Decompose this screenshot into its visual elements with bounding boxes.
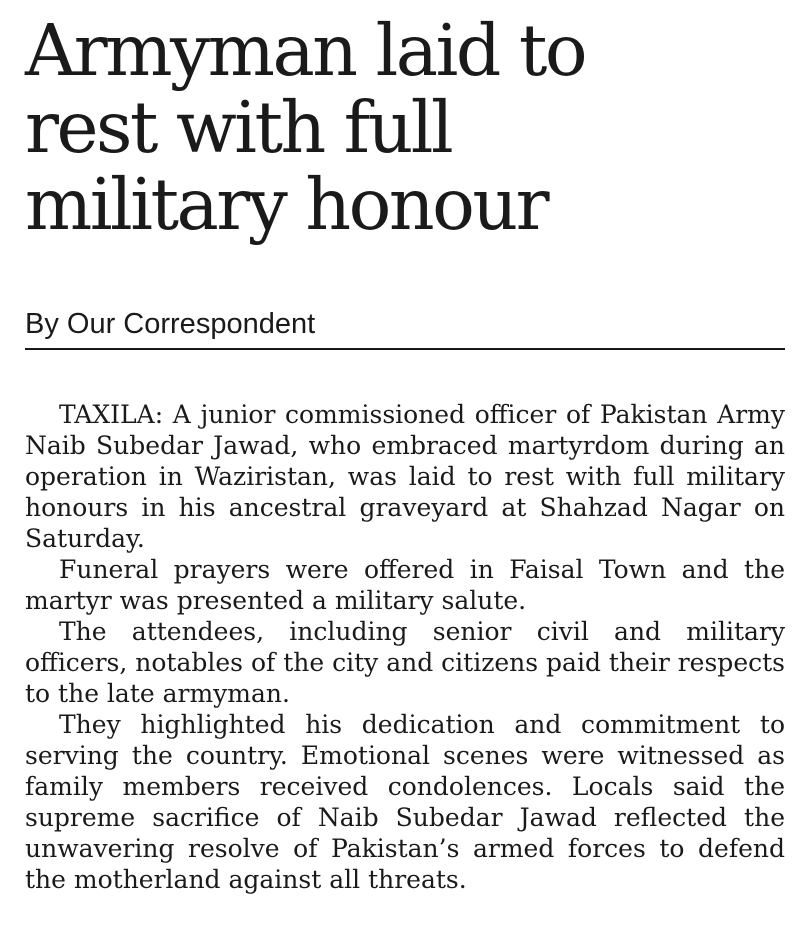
article-body bbox=[25, 399, 785, 895]
article-paragraph: They highlighted his dedication and commitment to serving the country. Emotional scenes were witnessed as family members received condolences. Locals said the supreme sacrifice of Naib Subedar Jawad reflected the unwavering resolve of Pakistan’s armed forces to defend the motherland against all threats. bbox=[25, 710, 785, 894]
article-paragraph: The attendees, including senior civil and military officers, notables of the city and citizens paid their respects to the late armyman. bbox=[25, 617, 785, 708]
byline: By Our Correspondent bbox=[25, 307, 785, 350]
news-article bbox=[25, 0, 785, 895]
article-paragraph: TAXILA: A junior commissioned officer of Pakistan Army Naib Subedar Jawad, who embraced martyrdom during an operation in Waziristan, was laid to rest with full military honours in his ancestral graveyard at Shahzad Nagar on Saturday. bbox=[25, 400, 785, 553]
article-paragraph: Funeral prayers were offered in Faisal Town and the martyr was presented a military salute. bbox=[25, 555, 785, 615]
headline: Armyman laid to rest with full military honour bbox=[25, 9, 586, 246]
